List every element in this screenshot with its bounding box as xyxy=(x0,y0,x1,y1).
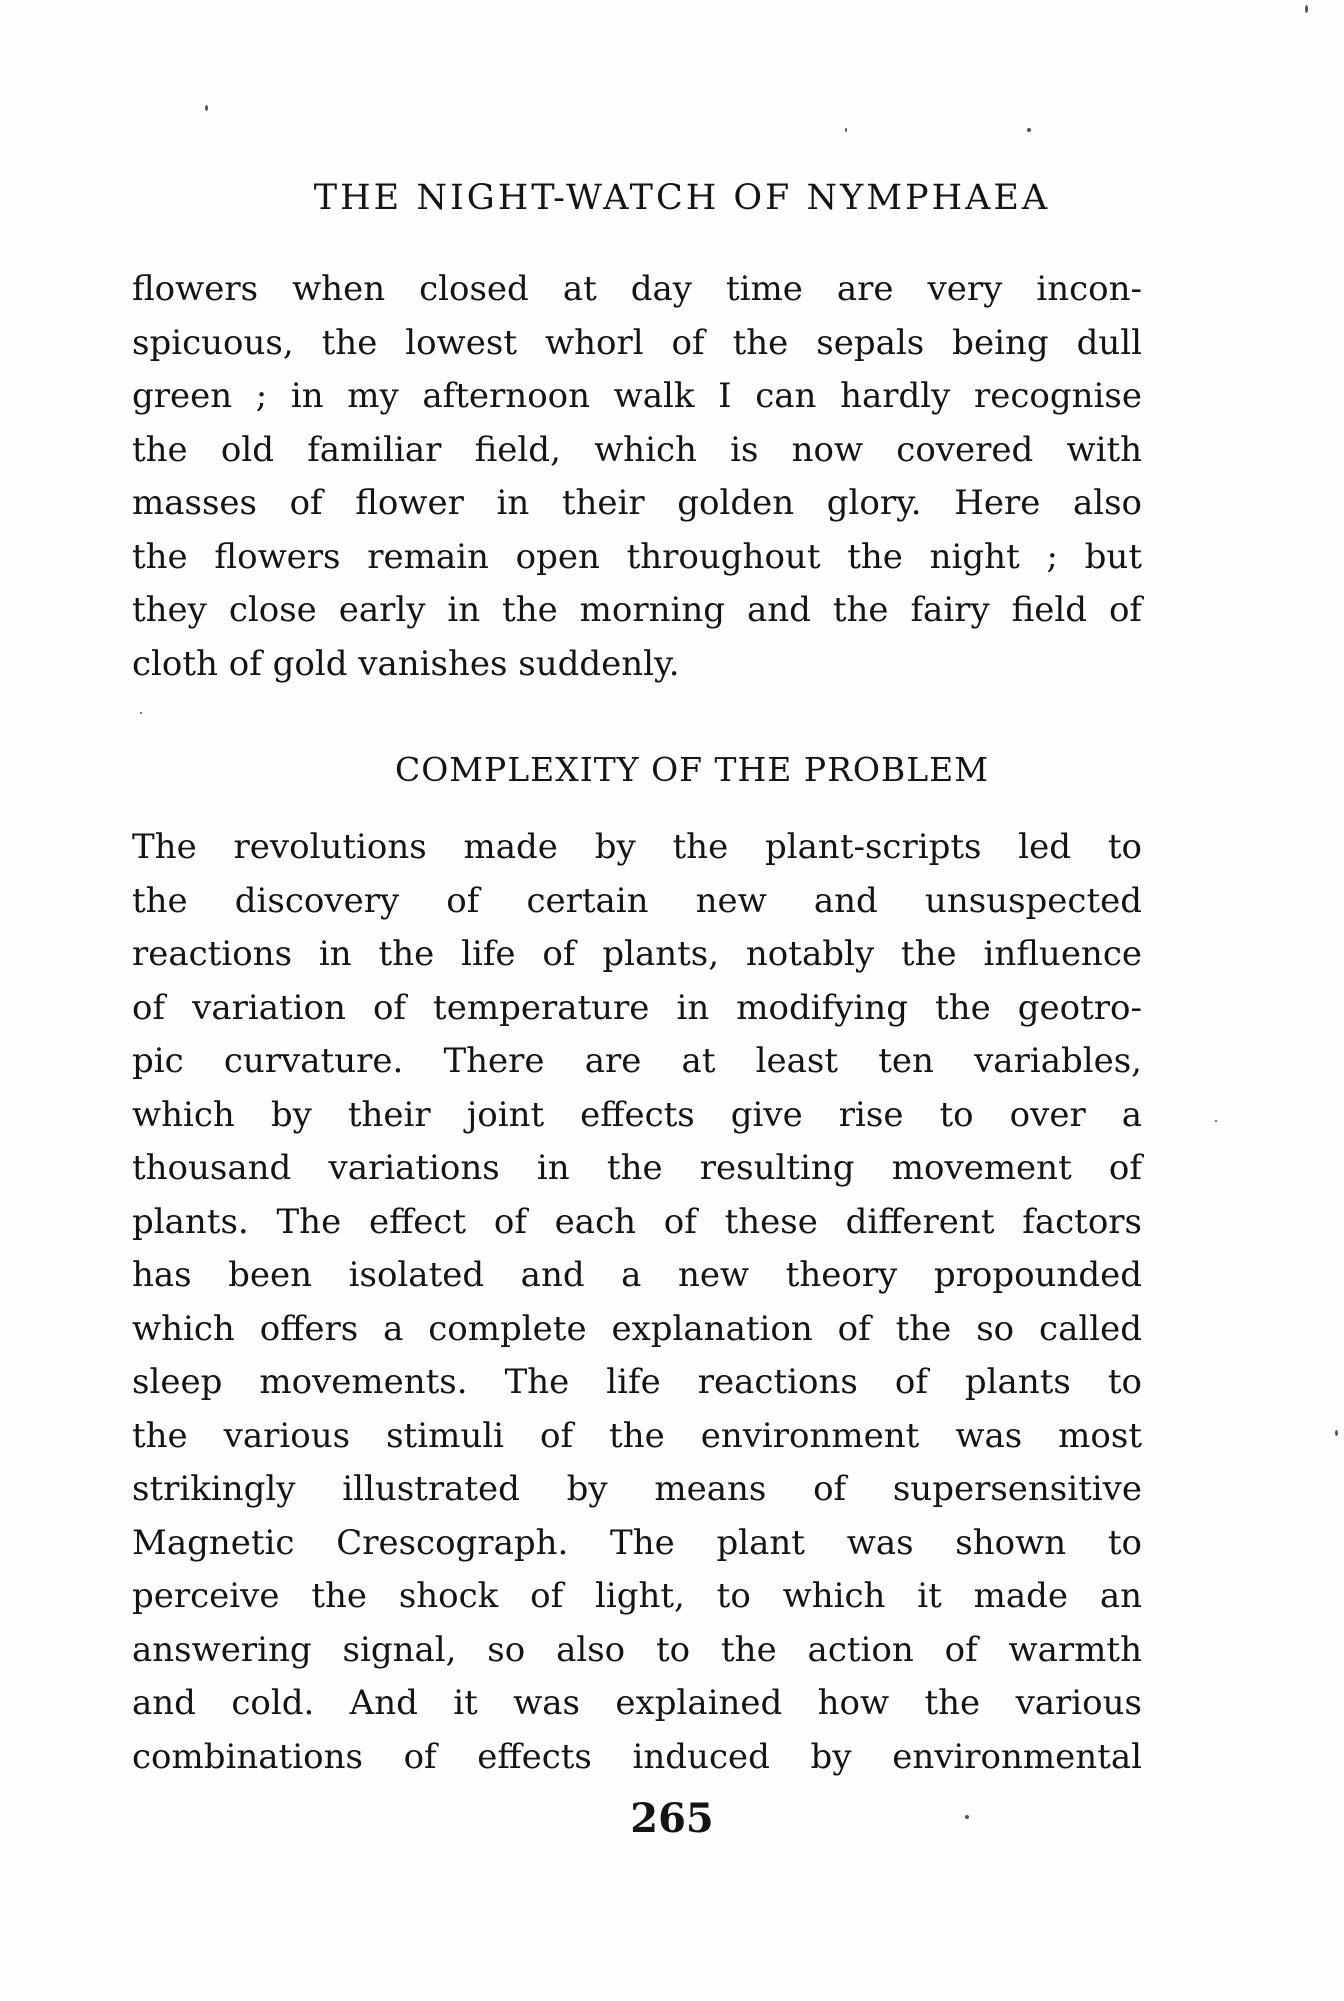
text-line: flowers when closed at day time are very incon- xyxy=(132,269,1142,309)
text-line: masses of flower in their golden glory. Here also xyxy=(132,483,1142,523)
scan-speck xyxy=(140,712,142,714)
scan-speck xyxy=(845,128,847,132)
text-line: which by their joint effects give rise to over a xyxy=(132,1094,1142,1135)
text-line: has been isolated and a new theory propounded xyxy=(132,1255,1142,1295)
text-line: cloth of gold vanishes suddenly. xyxy=(132,643,680,684)
text-line: the flowers remain open throughout the night ; but xyxy=(132,536,1142,577)
text-line: strikingly illustrated by means of supersensitive xyxy=(132,1469,1142,1509)
text-line: thousand variations in the resulting movement of xyxy=(132,1148,1142,1188)
paragraph-2 xyxy=(132,821,1142,1784)
text-line: the discovery of certain new and unsuspected xyxy=(132,880,1142,921)
section-heading: COMPLEXITY OF THE PROBLEM xyxy=(394,750,990,789)
running-head: THE NIGHT-WATCH OF NYMPHAEA xyxy=(313,178,1051,218)
page-number: 265 xyxy=(630,1795,714,1842)
text-line: spicuous, the lowest whorl of the sepals being dull xyxy=(132,322,1142,363)
scan-speck xyxy=(205,105,208,111)
paragraph-1 xyxy=(132,263,1142,691)
text-line: green ; in my afternoon walk I can hardly recognise xyxy=(132,376,1142,416)
scan-speck xyxy=(1335,1430,1338,1436)
text-line: they close early in the morning and the fairy field of xyxy=(132,590,1142,630)
scan-speck xyxy=(1215,1120,1217,1122)
text-line: pic curvature. There are at least ten variables, xyxy=(132,1041,1142,1081)
text-line: The revolutions made by the plant-scripts led to xyxy=(132,827,1142,867)
text-line: plants. The effect of each of these different factors xyxy=(132,1201,1142,1242)
text-line: combinations of effects induced by environmental xyxy=(132,1736,1142,1777)
scan-speck xyxy=(1027,128,1031,132)
text-line: which offers a complete explanation of the so called xyxy=(132,1308,1142,1349)
text-line: perceive the shock of light, to which it made an xyxy=(132,1576,1142,1616)
text-line: Magnetic Crescograph. The plant was shown to xyxy=(132,1522,1142,1563)
text-line: of variation of temperature in modifying the geotro- xyxy=(132,987,1142,1028)
text-line: the old familiar field, which is now covered with xyxy=(132,429,1142,470)
scan-speck xyxy=(965,1815,969,1819)
text-line: the various stimuli of the environment was most xyxy=(132,1415,1142,1456)
scan-speck xyxy=(1305,5,1308,13)
text-line: answering signal, so also to the action of warmth xyxy=(132,1629,1142,1670)
text-line: sleep movements. The life reactions of plants to xyxy=(132,1362,1142,1402)
text-line: reactions in the life of plants, notably the influence xyxy=(132,934,1142,974)
text-line: and cold. And it was explained how the various xyxy=(132,1683,1142,1723)
